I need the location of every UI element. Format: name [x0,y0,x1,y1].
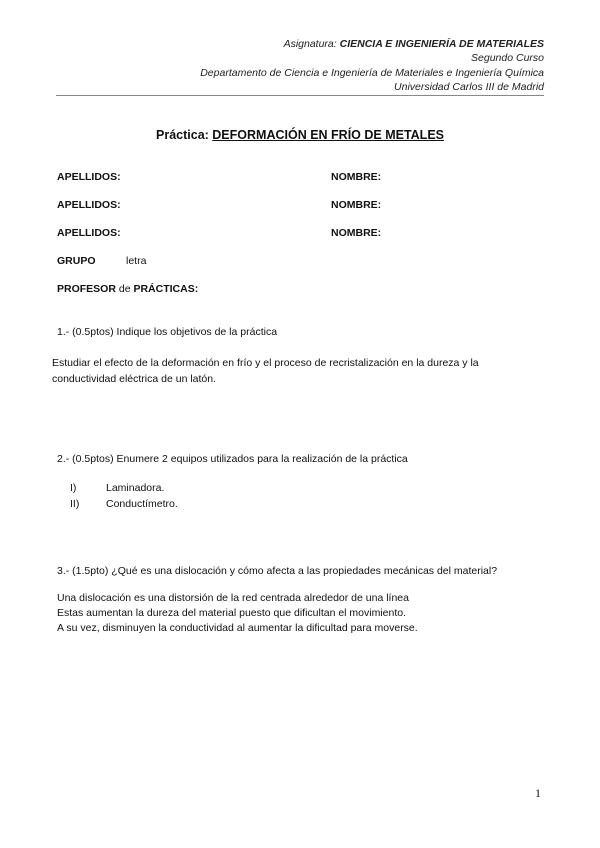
question-1: 1.- (0.5ptos) Indique los objetivos de la práctica [57,326,278,338]
answer-3-line-3: A su vez, disminuyen la conductividad al aumentar la dificultad para moverse. [57,622,418,634]
page-number: 1 [535,786,541,800]
answer-3-line-1: Una dislocación es una distorsión de la red centrada alrededor de una línea [57,592,409,604]
apellidos-label-2: APELLIDOS: [57,199,121,211]
practicas-word: PRÁCTICAS: [133,283,199,295]
nombre-label-3: NOMBRE: [331,227,382,239]
header-asignatura [284,37,544,51]
nombre-label-1: NOMBRE: [331,171,382,183]
answer-3-line-2: Estas aumentan la dureza del material puesto que dificultan el movimiento. [57,607,407,619]
list-item-1-num: I) [70,482,77,494]
profesor-de: de [115,283,134,295]
header-curso: Segundo Curso [471,52,544,64]
page-title [0,128,600,142]
question-2: 2.- (0.5ptos) Enumere 2 equipos utilizados para la realización de la práctica [57,453,408,465]
list-item-2-num: II) [70,498,80,510]
nombre-label-2: NOMBRE: [331,199,382,211]
list-item-1-text: Laminadora. [106,482,165,494]
answer-1-line-2: conductividad eléctrica de un latón. [52,373,217,385]
header-asignatura-prefix: Asignatura: [283,38,340,50]
question-3: 3.- (1.5pto) ¿Qué es una dislocación y cómo afecta a las propiedades mecánicas del material? [57,565,498,577]
title-name: DEFORMACIÓN EN FRÍO DE METALES [212,128,444,142]
grupo-label: GRUPO [57,255,96,267]
letra-label: letra [126,255,147,267]
apellidos-label-1: APELLIDOS: [57,171,121,183]
profesor-word: PROFESOR [57,283,116,295]
header-asignatura-name: CIENCIA E INGENIERÍA DE MATERIALES [339,38,544,50]
header-universidad: Universidad Carlos III de Madrid [394,81,544,93]
header-rule [56,95,544,96]
profesor-label [57,283,198,295]
answer-1-line-1: Estudiar el efecto de la deformación en frío y el proceso de recristalización en la dureza y la [52,357,479,369]
list-item-2-text: Conductímetro. [106,498,178,510]
header-departamento: Departamento de Ciencia e Ingeniería de Materiales e Ingeniería Química [200,67,544,79]
title-prefix: Práctica: [156,128,213,142]
apellidos-label-3: APELLIDOS: [57,227,121,239]
